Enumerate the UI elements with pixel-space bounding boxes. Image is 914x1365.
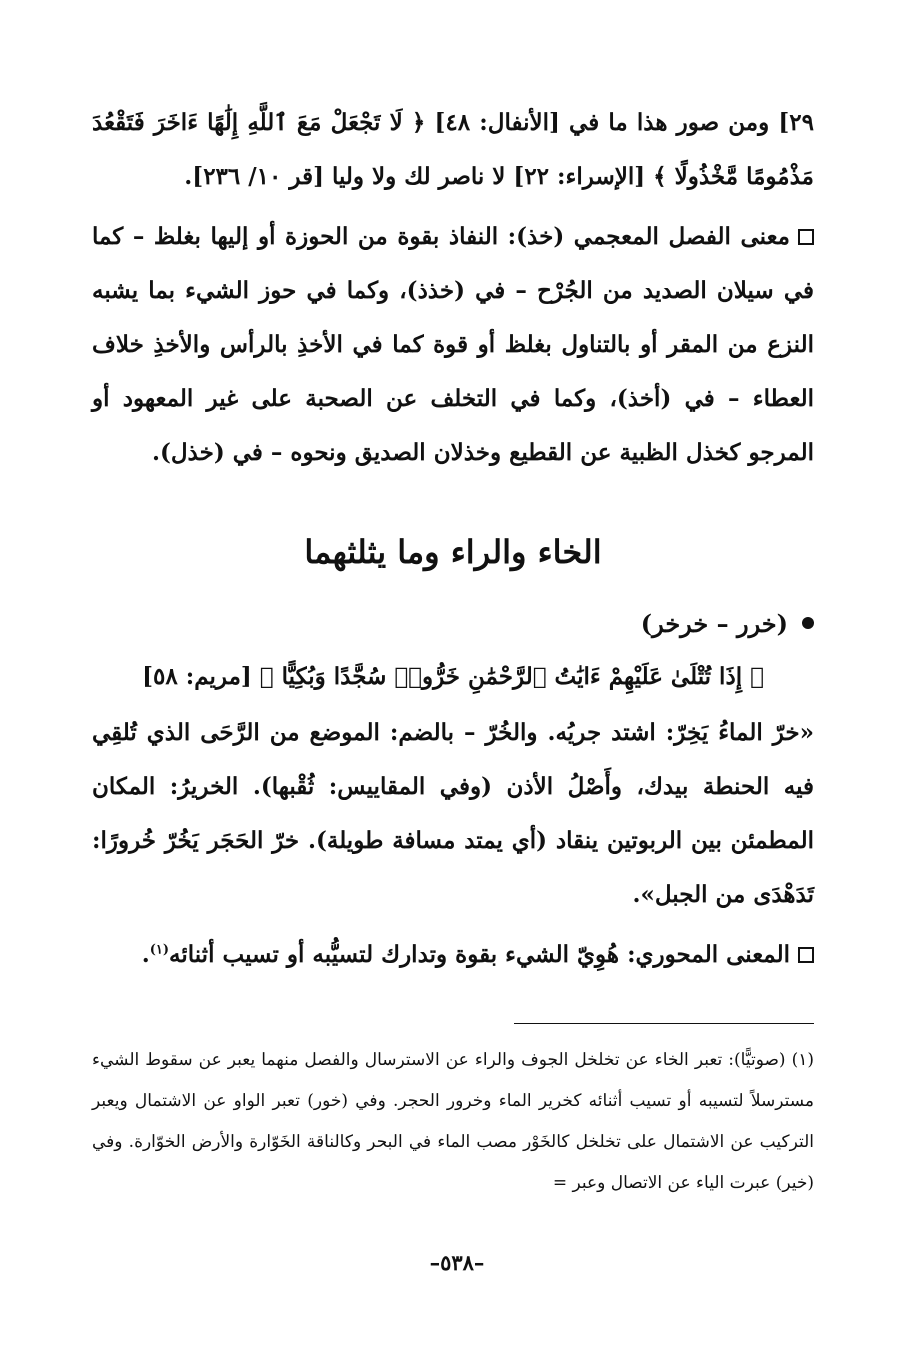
top-paragraph <box>92 96 814 204</box>
section-heading: الخاء والراء وما يثلثهما <box>304 533 602 571</box>
lexical-meaning-text: معنى الفصل المعجمي (خذ): النفاذ بقوة من الحوزة أو إليها بغلظ – كما في سيلان الصديد من الجُرْح – في (خذذ)، وكما في حوز الشيء بما يشبه النزع من المقر أو بالتناول بغلظ أو قوة كما في الأخذِ بالرأس والأخذِ خلاف العطاء – في (أخذ)، وكما في التخلف عن الصحبة على غير المعهود أو المرجو كخذل الظبية عن القطيع وخذلان الصديق ونحوه – في (خذل). <box>92 223 814 466</box>
quran-verse: ﴿ إِذَا تُتْلَىٰ عَلَيْهِمْ ءَايَٰتُ ٱلرَّحْمَٰنِ خَرُّوا۟ سُجَّدًا وَبُكِيًّا ﴾ [مريم: ٥٨] <box>142 663 764 690</box>
page-body <box>92 96 814 982</box>
lexical-meaning-paragraph <box>92 210 814 480</box>
footnote-divider <box>514 1023 814 1024</box>
bullet-icon <box>802 617 814 629</box>
square-marker-icon <box>798 229 814 245</box>
axial-meaning-paragraph <box>92 928 814 982</box>
footnotes <box>92 1040 814 1204</box>
entry-heading-text: (خرر – خرخر) <box>640 609 788 638</box>
square-marker-icon <box>798 947 814 963</box>
footnote-1: (١) (صوتيًّا): تعبر الخاء عن تخلخل الجوف والراء عن الاسترسال والفصل منهما يعبر عن سقوط الشيء مسترسلاً لتسيبه أو تسيب أثنائه كخرير الماء وخرور الحجر. وفي (خور) تعبر الواو عن الاشتمال ويعبر التركيب عن الاشتمال على تخلخل كالخَوْر مصب الماء في البحر وكالناقة الخَوّارة والأرض الخوّارة. وفي (خير) عبرت الياء عن الاتصال وعبر = <box>92 1050 814 1193</box>
top-paragraph-text: ٢٩] ومن صور هذا ما في [الأنفال: ٤٨] ﴿ لَا تَجْعَلْ مَعَ ٱللَّهِ إِلَٰهًا ءَاخَرَ فَتَقْعُدَ مَذْمُومًا مَّخْذُولًا ﴾ [الإسراء: ٢٢] لا ناصر لك ولا وليا [قر ١٠/ ٢٣٦]. <box>92 109 814 190</box>
page-number: –٥٣٨– <box>429 1250 485 1275</box>
axial-meaning-end: . <box>141 941 150 968</box>
axial-meaning-text: المعنى المحوري: هُوِيّ الشيء بقوة وتدارك لتسيُّبه أو تسيب أثنائه <box>169 941 790 968</box>
entry-definition-text: «خرّ الماءُ يَخِرّ: اشتد جريُه. والخُرّ – بالضم: الموضع من الرَّحَى الذي تُلقِي فيه الحنطة بيدك، وأَصْلُ الأذن (وفي المقاييس: ثُقْبها). الخريرُ: المكان المطمئن بين الربوتين ينقاد (أي يمتد مسافة طويلة). خرّ الحَجَر يَخُرّ خُرورًا: تَدَهْدَى من الجبل». <box>92 719 814 908</box>
footnote-reference[interactable]: (١) <box>149 942 169 958</box>
entry-definition <box>92 706 814 922</box>
entry-heading <box>92 602 814 646</box>
